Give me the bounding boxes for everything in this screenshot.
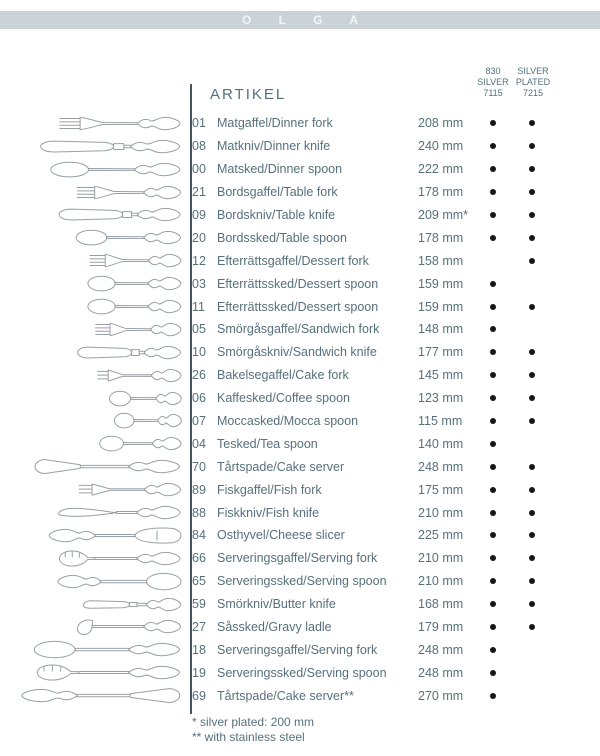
row-code: 03: [192, 276, 206, 291]
row-code: 70: [192, 459, 206, 474]
row-name: Matgaffel/Dinner fork: [217, 116, 333, 131]
dot-7115: [490, 326, 496, 332]
row-name: Tårtspade/Cake server: [217, 459, 345, 474]
row-size: 209 mm*: [418, 208, 469, 222]
cutlery-line-art-icon: [86, 297, 183, 317]
row-name: Moccasked/Mocca spoon: [217, 414, 359, 429]
dot-7215: [529, 166, 535, 172]
row-size: 248 mm: [418, 642, 464, 657]
dot-7115: [490, 647, 496, 653]
cutlery-line-art-icon: [32, 663, 183, 683]
row-code: 11: [192, 299, 205, 314]
row-code: 07: [192, 414, 206, 429]
cutlery-line-art-icon: [55, 571, 183, 591]
dot-7115: [490, 693, 496, 699]
dot-7215: [529, 120, 535, 126]
cutlery-line-art-icon: [18, 686, 183, 706]
footnote-stainless: ** with stainless steel: [192, 730, 305, 744]
row-size: 179 mm: [418, 620, 464, 635]
cutlery-illustration: [0, 593, 183, 616]
row-name: Såssked/Gravy ladle: [217, 620, 332, 635]
cutlery-line-art-icon: [86, 274, 183, 294]
column-header-7215-line3: 7215: [522, 88, 544, 98]
dot-7115: [490, 304, 496, 310]
row-code: 21: [192, 185, 206, 200]
dot-7115: [490, 624, 496, 630]
table-row: [0, 410, 600, 433]
cutlery-illustration: [0, 547, 183, 570]
row-size: 177 mm: [418, 345, 464, 360]
row-name: Serveringssked/Serving spoon: [217, 665, 387, 680]
cutlery-illustration: [0, 478, 183, 501]
row-size: 270 mm: [418, 688, 464, 703]
row-code: 10: [192, 345, 206, 360]
dot-7115: [490, 418, 496, 424]
row-size: 159 mm: [418, 276, 464, 291]
row-code: 88: [192, 505, 206, 520]
row-size: 210 mm: [418, 505, 464, 520]
table-row: [0, 341, 600, 364]
row-code: 06: [192, 391, 206, 406]
dot-7115: [490, 349, 496, 355]
table-row: [0, 318, 600, 341]
cutlery-illustration: [0, 112, 183, 135]
article-rows: [0, 112, 600, 707]
cutlery-line-art-icon: [76, 480, 183, 500]
column-header-7215-line1: SILVER: [517, 66, 549, 76]
dot-7115: [490, 212, 496, 218]
row-code: 69: [192, 688, 206, 703]
row-code: 26: [192, 368, 206, 383]
row-name: Tårtspade/Cake server**: [217, 688, 354, 703]
cutlery-line-art-icon: [95, 365, 183, 385]
column-header-7115-line2: SILVER: [477, 77, 509, 87]
dot-7115: [490, 441, 496, 447]
row-code: 65: [192, 574, 206, 589]
cutlery-line-art-icon: [74, 617, 183, 637]
row-size: 208 mm: [418, 116, 464, 131]
row-code: 05: [192, 322, 206, 337]
table-row: [0, 204, 600, 227]
cutlery-illustration: [0, 501, 183, 524]
dot-7115: [490, 510, 496, 516]
cutlery-line-art-icon: [113, 411, 183, 431]
row-size: 222 mm: [418, 162, 464, 177]
row-name: Serveringsgaffel/Serving fork: [217, 551, 378, 566]
row-name: Serveringssked/Serving spoon: [217, 574, 387, 589]
cutlery-line-art-icon: [48, 159, 183, 179]
cutlery-illustration: [0, 661, 183, 684]
dot-7215: [529, 349, 535, 355]
row-name: Efterrättssked/Dessert spoon: [217, 299, 379, 314]
cutlery-line-art-icon: [108, 388, 183, 408]
row-size: 240 mm: [418, 139, 464, 154]
table-row: [0, 616, 600, 639]
table-row: [0, 593, 600, 616]
row-name: Bakelsegaffel/Cake fork: [217, 368, 349, 383]
row-code: 89: [192, 482, 206, 497]
footnote-silver-plated: * silver plated: 200 mm: [192, 715, 315, 729]
cutlery-illustration: [0, 318, 183, 341]
row-size: 175 mm: [418, 482, 464, 497]
row-code: 20: [192, 230, 206, 245]
row-name: Bordskniv/Table knife: [217, 208, 336, 222]
dot-7115: [490, 120, 496, 126]
row-code: 27: [192, 620, 206, 635]
dot-7115: [490, 555, 496, 561]
table-row: [0, 135, 600, 158]
row-name: Osthyvel/Cheese slicer: [217, 528, 345, 543]
row-name: Matkniv/Dinner knife: [217, 139, 331, 154]
row-code: 19: [192, 665, 206, 680]
dot-7215: [529, 487, 535, 493]
cutlery-illustration: [0, 455, 183, 478]
row-size: 248 mm: [418, 665, 464, 680]
row-code: 04: [192, 436, 206, 451]
cutlery-illustration: [0, 341, 183, 364]
dot-7115: [490, 487, 496, 493]
table-row: [0, 432, 600, 455]
table-row: [0, 158, 600, 181]
cutlery-line-art-icon: [74, 182, 183, 202]
row-name: Fiskkniv/Fish knife: [217, 505, 320, 520]
row-size: 178 mm: [418, 230, 464, 245]
column-header-7115-line3: 7115: [483, 88, 503, 98]
dot-7215: [529, 601, 535, 607]
cutlery-line-art-icon: [55, 548, 183, 568]
row-size: 158 mm: [418, 253, 464, 268]
row-name: Smörgåsgaffel/Sandwich fork: [217, 322, 380, 337]
table-row: [0, 249, 600, 272]
table-row: [0, 684, 600, 707]
dot-7115: [490, 281, 496, 287]
row-size: 115 mm: [418, 414, 463, 429]
cutlery-line-art-icon: [46, 525, 183, 545]
row-size: 145 mm: [418, 368, 464, 383]
cutlery-illustration: [0, 135, 183, 158]
dot-7115: [490, 601, 496, 607]
dot-7215: [529, 532, 535, 538]
cutlery-line-art-icon: [56, 205, 183, 225]
row-size: 210 mm: [418, 574, 464, 589]
dot-7215: [529, 189, 535, 195]
row-name: Kaffesked/Coffee spoon: [217, 391, 350, 406]
row-name: Smörkniv/Butter knife: [217, 597, 336, 612]
dot-7215: [529, 510, 535, 516]
cutlery-illustration: [0, 181, 183, 204]
cutlery-line-art-icon: [81, 594, 183, 614]
table-row: [0, 226, 600, 249]
brand-name: O L G A: [241, 13, 370, 27]
column-header-7215-line2: PLATED: [515, 77, 551, 87]
cutlery-line-art-icon: [32, 640, 183, 660]
table-row: [0, 478, 600, 501]
cutlery-illustration: [0, 204, 183, 227]
table-row: [0, 524, 600, 547]
table-row: [0, 570, 600, 593]
cutlery-illustration: [0, 387, 183, 410]
row-size: 159 mm: [418, 299, 464, 314]
row-size: 123 mm: [418, 391, 464, 406]
row-name: Serveringsgaffel/Serving fork: [217, 642, 378, 657]
row-size: 178 mm: [418, 185, 464, 200]
dot-7115: [490, 670, 496, 676]
dot-7215: [529, 235, 535, 241]
row-code: 09: [192, 208, 206, 222]
cutlery-line-art-icon: [87, 251, 183, 271]
cutlery-line-art-icon: [56, 113, 183, 133]
cutlery-illustration: [0, 638, 183, 661]
row-name: Efterrättsgaffel/Dessert fork: [217, 253, 369, 268]
brand-bar: [0, 11, 600, 29]
dot-7115: [490, 532, 496, 538]
table-title: ARTIKEL: [210, 86, 287, 103]
dot-7115: [490, 235, 496, 241]
cutlery-line-art-icon: [32, 457, 183, 477]
cutlery-illustration: [0, 684, 183, 707]
cutlery-line-art-icon: [55, 503, 183, 523]
table-row: [0, 272, 600, 295]
row-name: Fiskgaffel/Fish fork: [217, 482, 322, 497]
row-code: 01: [192, 116, 206, 131]
cutlery-line-art-icon: [98, 434, 183, 454]
cutlery-illustration: [0, 616, 183, 639]
dot-7215: [529, 372, 535, 378]
cutlery-line-art-icon: [37, 136, 183, 156]
row-name: Bordssked/Table spoon: [217, 230, 347, 245]
dot-7115: [490, 464, 496, 470]
dot-7215: [529, 395, 535, 401]
column-header-7215: [508, 66, 558, 99]
dot-7215: [529, 304, 535, 310]
cutlery-illustration: [0, 295, 183, 318]
row-code: 66: [192, 551, 206, 566]
dot-7115: [490, 395, 496, 401]
row-code: 12: [192, 253, 206, 268]
cutlery-illustration: [0, 272, 183, 295]
dot-7115: [490, 189, 496, 195]
table-row: [0, 638, 600, 661]
dot-7215: [529, 555, 535, 561]
row-name: Tesked/Tea spoon: [217, 436, 318, 451]
dot-7115: [490, 143, 496, 149]
table-row: [0, 547, 600, 570]
dot-7215: [529, 143, 535, 149]
table-row: [0, 661, 600, 684]
cutlery-illustration: [0, 432, 183, 455]
row-code: 00: [192, 162, 206, 177]
table-row: [0, 295, 600, 318]
dot-7215: [529, 418, 535, 424]
row-size: 148 mm: [418, 322, 464, 337]
row-size: 168 mm: [418, 597, 464, 612]
row-code: 59: [192, 597, 206, 612]
table-row: [0, 112, 600, 135]
cutlery-illustration: [0, 249, 183, 272]
row-size: 225 mm: [418, 528, 464, 543]
cutlery-illustration: [0, 226, 183, 249]
cutlery-line-art-icon: [93, 319, 183, 339]
cutlery-illustration: [0, 364, 183, 387]
row-code: 08: [192, 139, 206, 154]
row-code: 84: [192, 528, 206, 543]
row-name: Smörgåskniv/Sandwich knife: [217, 345, 377, 360]
row-size: 210 mm: [418, 551, 464, 566]
column-header-7115-line1: 830: [485, 66, 501, 76]
cutlery-line-art-icon: [75, 342, 183, 362]
row-name: Bordsgaffel/Table fork: [217, 185, 338, 200]
cutlery-illustration: [0, 410, 183, 433]
table-row: [0, 501, 600, 524]
footnotes: [192, 715, 314, 745]
dot-7215: [529, 258, 535, 264]
table-row: [0, 181, 600, 204]
cutlery-line-art-icon: [74, 228, 183, 248]
row-name: Efterrättssked/Dessert spoon: [217, 276, 379, 291]
dot-7215: [529, 624, 535, 630]
dot-7115: [490, 578, 496, 584]
table-row: [0, 364, 600, 387]
dot-7115: [490, 166, 496, 172]
cutlery-illustration: [0, 524, 183, 547]
row-name: Matsked/Dinner spoon: [217, 162, 343, 177]
cutlery-illustration: [0, 570, 183, 593]
row-size: 140 mm: [418, 436, 464, 451]
cutlery-illustration: [0, 158, 183, 181]
table-row: [0, 387, 600, 410]
dot-7215: [529, 212, 535, 218]
dot-7115: [490, 372, 496, 378]
row-size: 248 mm: [418, 459, 464, 474]
row-code: 18: [192, 642, 206, 657]
dot-7215: [529, 578, 535, 584]
table-row: [0, 455, 600, 478]
dot-7215: [529, 464, 535, 470]
